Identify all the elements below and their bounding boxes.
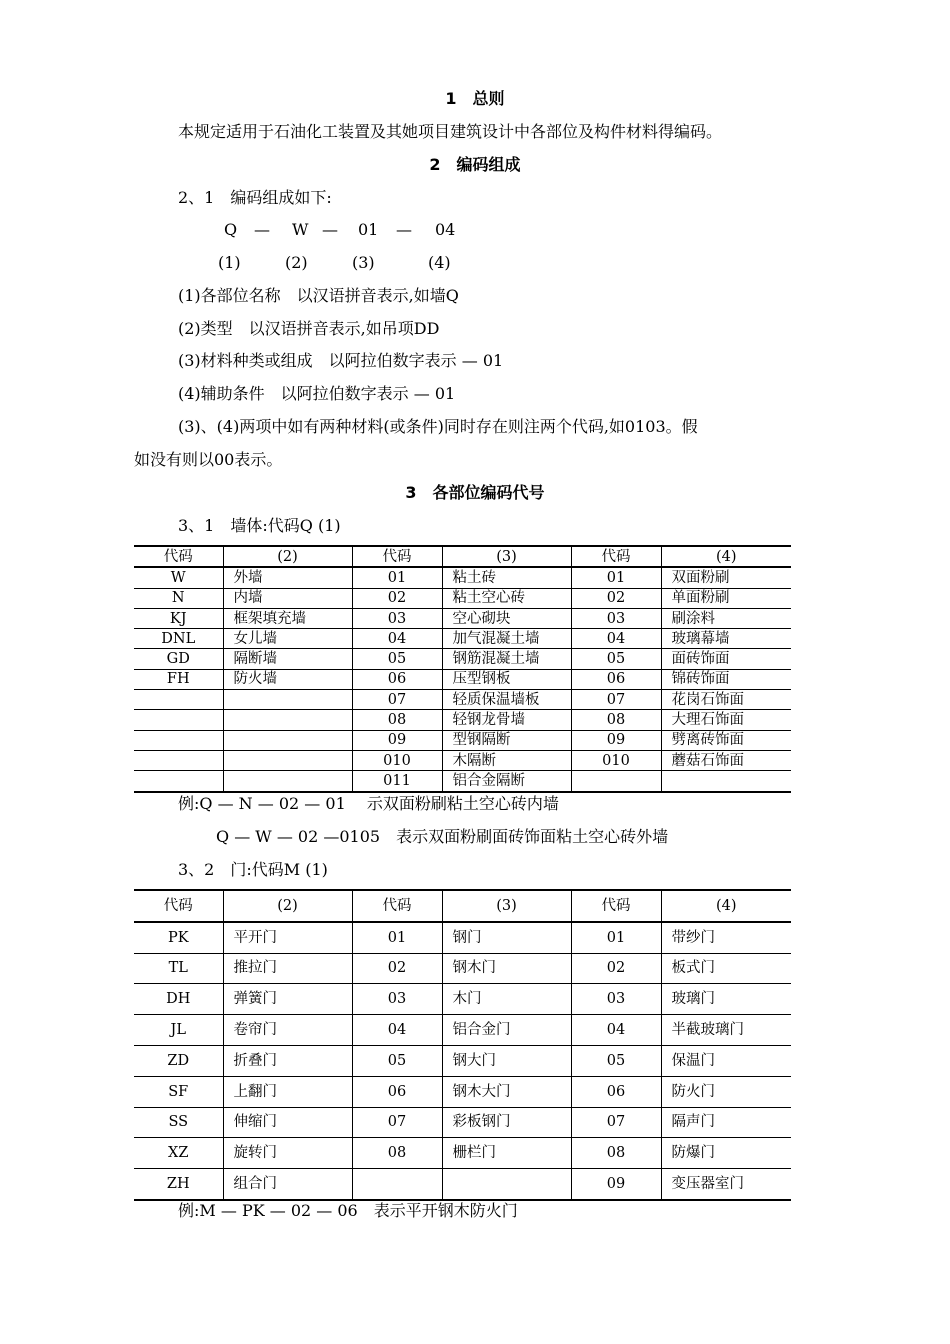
table-cell (223, 771, 352, 792)
table-cell (134, 710, 223, 730)
table-cell: 05 (571, 649, 661, 669)
table-cell: 锦砖饰面 (661, 669, 791, 689)
table-cell: 06 (571, 669, 661, 689)
section-2-1-title: 2、1 编码组成如下: (178, 188, 332, 207)
table-cell: 09 (571, 730, 661, 750)
table-cell: N (134, 588, 223, 608)
code-part: 04 (435, 220, 456, 239)
table-cell (223, 710, 352, 730)
table-header-row (134, 546, 791, 567)
table-cell: 07 (571, 690, 661, 710)
table-cell: 03 (352, 984, 442, 1015)
table-cell: 栅栏门 (442, 1138, 571, 1169)
code-item-3: (3)材料种类或组成 以阿拉伯数字表示 — 01 (178, 351, 504, 370)
header-cell: 代码 (571, 546, 661, 567)
wall-table-title: 3、1 墙体:代码Q (1) (178, 516, 341, 535)
table-cell: 弹簧门 (223, 984, 352, 1015)
table-cell: 08 (571, 1138, 661, 1169)
table-cell: 06 (352, 1076, 442, 1107)
table-row (134, 922, 791, 953)
table-cell: 03 (571, 608, 661, 628)
table-cell: 半截玻璃门 (661, 1015, 791, 1046)
table-cell: SS (134, 1107, 223, 1138)
door-table-title: 3、2 门:代码M (1) (178, 860, 328, 879)
table-cell: 01 (571, 922, 661, 953)
table-cell: 旋转门 (223, 1138, 352, 1169)
table-cell (442, 1169, 571, 1200)
table-cell: 铝合金门 (442, 1015, 571, 1046)
table-cell: 01 (352, 922, 442, 953)
table-row (134, 629, 791, 649)
table-cell: 04 (352, 629, 442, 649)
table-cell: 折叠门 (223, 1045, 352, 1076)
wall-example-1: 例:Q — N — 02 — 01 示双面粉刷粘土空心砖内墙 (178, 794, 559, 813)
table-cell: JL (134, 1015, 223, 1046)
table-cell: 玻璃门 (661, 984, 791, 1015)
table-cell (223, 750, 352, 770)
table-cell: 钢木门 (442, 953, 571, 984)
header-cell: 代码 (134, 890, 223, 922)
table-cell: 面砖饰面 (661, 649, 791, 669)
code-index: (3) (352, 253, 375, 272)
table-cell: 型钢隔断 (442, 730, 571, 750)
code-index: (4) (428, 253, 451, 272)
table-cell: 06 (352, 669, 442, 689)
table-cell (134, 750, 223, 770)
table-row (134, 1107, 791, 1138)
header-cell: (3) (442, 546, 571, 567)
table-cell: 上翻门 (223, 1076, 352, 1107)
table-row (134, 1076, 791, 1107)
table-cell: 04 (571, 1015, 661, 1046)
table-cell: 木隔断 (442, 750, 571, 770)
table-cell: 轻钢龙骨墙 (442, 710, 571, 730)
door-code-table (134, 889, 791, 1201)
table-cell: 07 (571, 1107, 661, 1138)
table-cell: 钢大门 (442, 1045, 571, 1076)
table-cell: ZH (134, 1169, 223, 1200)
section-1-heading: 1 总则 (445, 89, 505, 108)
table-cell: 框架填充墙 (223, 608, 352, 628)
header-cell: (3) (442, 890, 571, 922)
table-cell: 02 (571, 588, 661, 608)
wall-example-2: Q — W — 02 —0105 表示双面粉刷面砖饰面粘土空心砖外墙 (216, 827, 669, 846)
table-cell: 05 (352, 1045, 442, 1076)
table-cell: W (134, 567, 223, 588)
table-cell: 钢木大门 (442, 1076, 571, 1107)
table-row (134, 984, 791, 1015)
table-cell: 011 (352, 771, 442, 792)
table-row (134, 588, 791, 608)
table-cell: TL (134, 953, 223, 984)
table-row (134, 1015, 791, 1046)
table-cell: 08 (352, 710, 442, 730)
table-cell: 010 (571, 750, 661, 770)
table-cell: PK (134, 922, 223, 953)
table-cell: 卷帘门 (223, 1015, 352, 1046)
code-dash: — (396, 220, 412, 239)
table-cell: 04 (571, 629, 661, 649)
table-cell (223, 690, 352, 710)
table-cell: 07 (352, 690, 442, 710)
table-cell: 轻质保温墙板 (442, 690, 571, 710)
table-cell: 010 (352, 750, 442, 770)
code-part: 01 (358, 220, 379, 239)
table-cell (134, 771, 223, 792)
table-cell: 彩板钢门 (442, 1107, 571, 1138)
table-cell: 劈离砖饰面 (661, 730, 791, 750)
table-row (134, 1045, 791, 1076)
table-cell: KJ (134, 608, 223, 628)
table-cell: 推拉门 (223, 953, 352, 984)
table-cell (352, 1169, 442, 1200)
table-cell: 花岗石饰面 (661, 690, 791, 710)
table-cell: 木门 (442, 984, 571, 1015)
code-part: W (292, 220, 309, 239)
table-header-row (134, 890, 791, 922)
code-item-2: (2)类型 以汉语拼音表示,如吊项DD (178, 319, 440, 338)
table-cell: 铝合金隔断 (442, 771, 571, 792)
table-cell: 平开门 (223, 922, 352, 953)
table-row (134, 649, 791, 669)
table-cell: 03 (352, 608, 442, 628)
table-cell: 蘑菇石饰面 (661, 750, 791, 770)
door-example: 例:M — PK — 02 — 06 表示平开钢木防火门 (178, 1201, 518, 1220)
wall-code-table (134, 545, 791, 793)
table-cell: 大理石饰面 (661, 710, 791, 730)
table-cell: 刷涂料 (661, 608, 791, 628)
code-item-1: (1)各部位名称 以汉语拼音表示,如墙Q (178, 286, 459, 305)
code-dash: — (254, 220, 270, 239)
table-cell: 保温门 (661, 1045, 791, 1076)
table-cell: ZD (134, 1045, 223, 1076)
table-cell (134, 730, 223, 750)
header-cell: 代码 (352, 546, 442, 567)
table-row (134, 690, 791, 710)
table-row (134, 1138, 791, 1169)
table-cell: 05 (571, 1045, 661, 1076)
table-cell: 09 (352, 730, 442, 750)
table-cell: 变压器室门 (661, 1169, 791, 1200)
table-cell: 防爆门 (661, 1138, 791, 1169)
section-1-text: 本规定适用于石油化工装置及其她项目建筑设计中各部位及构件材料得编码。 (178, 122, 723, 141)
table-cell: 隔断墙 (223, 649, 352, 669)
table-cell: SF (134, 1076, 223, 1107)
table-cell: XZ (134, 1138, 223, 1169)
code-example (224, 220, 455, 240)
table-cell: 钢筋混凝土墙 (442, 649, 571, 669)
header-cell: (2) (223, 890, 352, 922)
code-indices (218, 253, 451, 273)
table-cell: 内墙 (223, 588, 352, 608)
table-cell: 伸缩门 (223, 1107, 352, 1138)
code-index: (2) (285, 253, 308, 272)
section-3-heading: 3 各部位编码代号 (405, 483, 545, 502)
table-cell: 02 (352, 953, 442, 984)
table-cell: 04 (352, 1015, 442, 1046)
table-cell: 板式门 (661, 953, 791, 984)
table-cell: GD (134, 649, 223, 669)
table-row (134, 567, 791, 588)
table-cell: 带纱门 (661, 922, 791, 953)
table-cell: 07 (352, 1107, 442, 1138)
table-cell (134, 690, 223, 710)
header-cell: 代码 (134, 546, 223, 567)
table-cell: DNL (134, 629, 223, 649)
table-cell: 压型钢板 (442, 669, 571, 689)
header-cell: (2) (223, 546, 352, 567)
header-cell: 代码 (352, 890, 442, 922)
table-row (134, 730, 791, 750)
table-cell: 隔声门 (661, 1107, 791, 1138)
table-cell: 06 (571, 1076, 661, 1107)
table-cell: 01 (352, 567, 442, 588)
table-cell: 03 (571, 984, 661, 1015)
table-cell: 08 (571, 710, 661, 730)
code-item-4: (4)辅助条件 以阿拉伯数字表示 — 01 (178, 384, 456, 403)
table-row (134, 710, 791, 730)
table-cell (661, 771, 791, 792)
table-row (134, 953, 791, 984)
code-part: Q (224, 220, 238, 239)
table-cell: 粘土砖 (442, 567, 571, 588)
table-cell: 防火墙 (223, 669, 352, 689)
note-line-1: (3)、(4)两项中如有两种材料(或条件)同时存在则注两个代码,如0103。假 (178, 417, 698, 436)
table-cell: 空心砌块 (442, 608, 571, 628)
section-2-heading: 2 编码组成 (429, 155, 521, 174)
table-row (134, 1169, 791, 1200)
table-cell: FH (134, 669, 223, 689)
table-cell: 钢门 (442, 922, 571, 953)
table-cell: 双面粉刷 (661, 567, 791, 588)
table-cell (571, 771, 661, 792)
table-cell: 02 (352, 588, 442, 608)
table-row (134, 750, 791, 770)
table-cell: 05 (352, 649, 442, 669)
table-cell: 加气混凝土墙 (442, 629, 571, 649)
table-cell: 防火门 (661, 1076, 791, 1107)
table-row (134, 608, 791, 628)
table-cell: 玻璃幕墙 (661, 629, 791, 649)
table-cell: 单面粉刷 (661, 588, 791, 608)
table-cell: 02 (571, 953, 661, 984)
code-dash: — (322, 220, 338, 239)
table-cell (223, 730, 352, 750)
header-cell: (4) (661, 546, 791, 567)
table-cell: 粘土空心砖 (442, 588, 571, 608)
table-cell: 组合门 (223, 1169, 352, 1200)
header-cell: 代码 (571, 890, 661, 922)
table-cell: 09 (571, 1169, 661, 1200)
code-index: (1) (218, 253, 241, 272)
note-line-2: 如没有则以00表示。 (134, 450, 283, 469)
table-cell: 01 (571, 567, 661, 588)
table-cell: DH (134, 984, 223, 1015)
header-cell: (4) (661, 890, 791, 922)
table-row (134, 771, 791, 792)
table-cell: 女儿墙 (223, 629, 352, 649)
table-cell: 外墙 (223, 567, 352, 588)
table-cell: 08 (352, 1138, 442, 1169)
table-row (134, 669, 791, 689)
